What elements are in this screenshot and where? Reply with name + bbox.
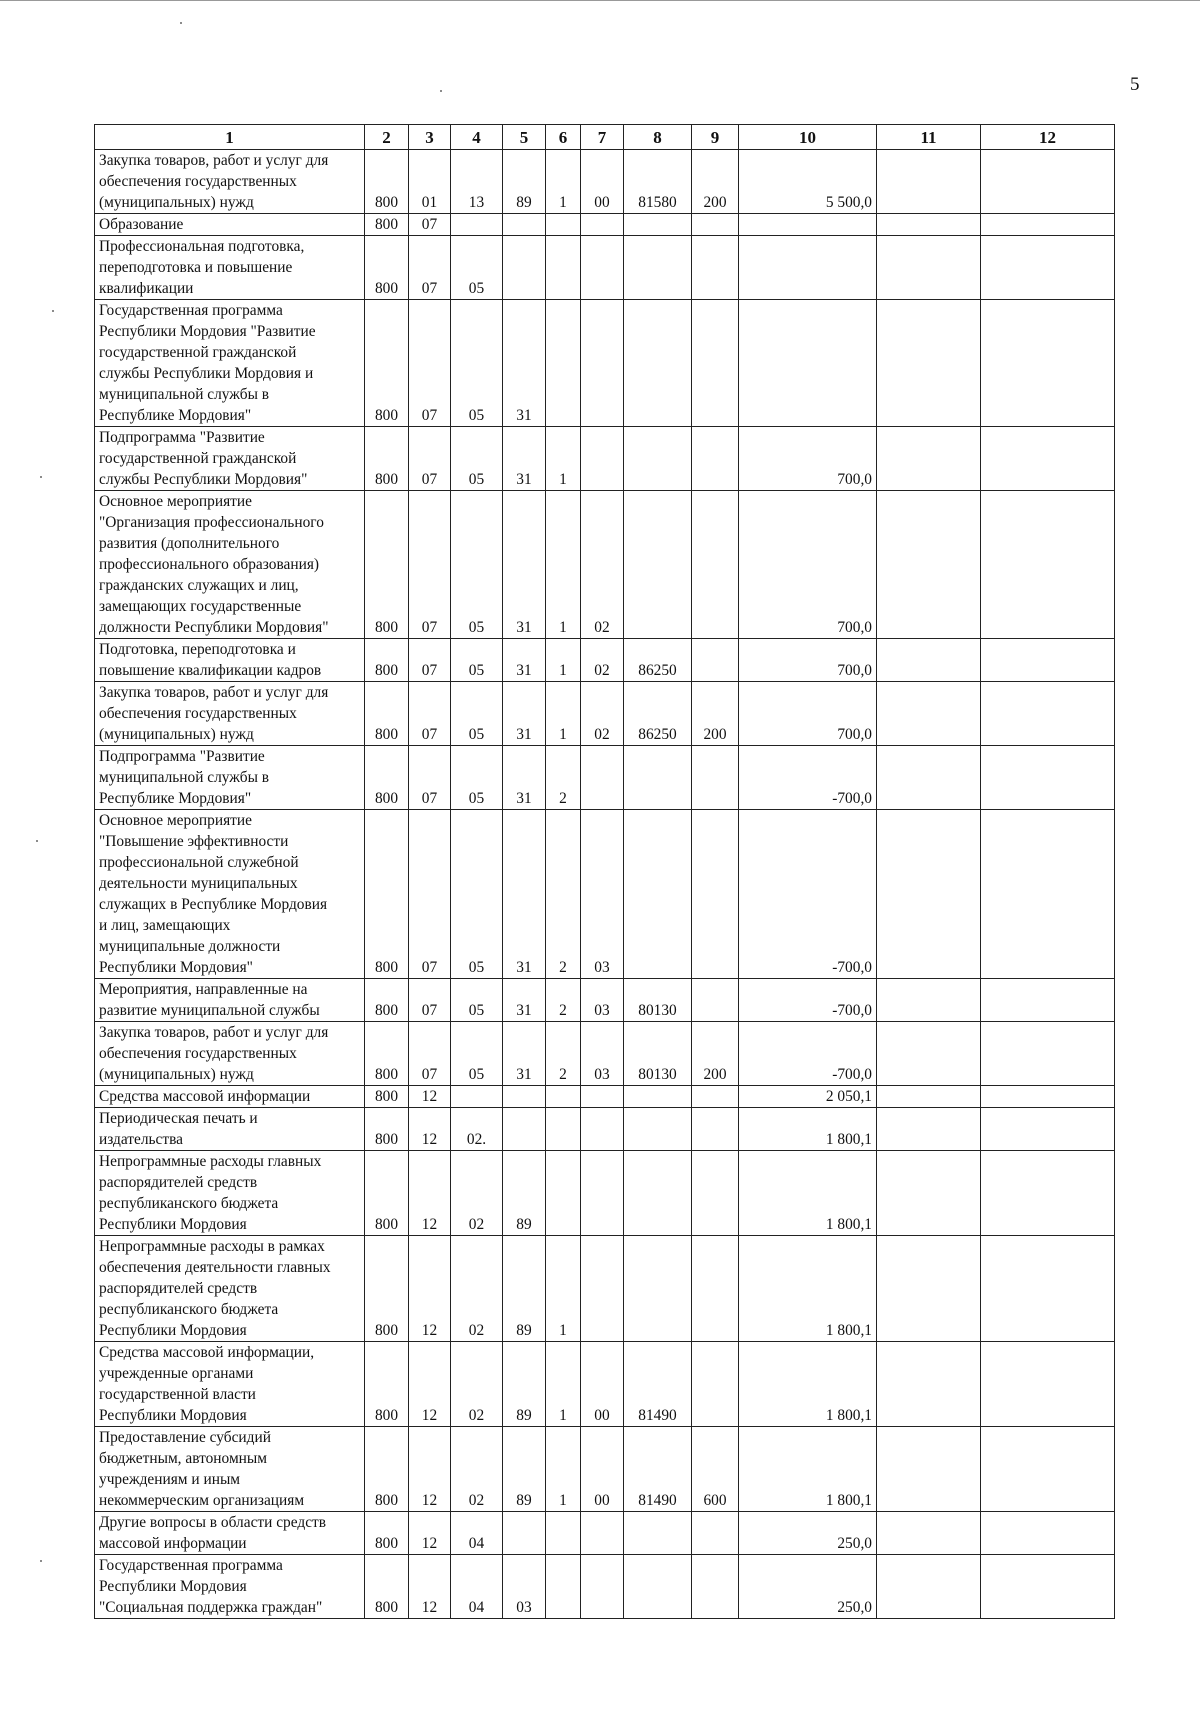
table-row: [95, 1151, 1115, 1236]
code-cell-9: [692, 1342, 739, 1427]
amount-cell: 1 800,1: [739, 1342, 877, 1427]
code-cell-7: [581, 236, 624, 300]
empty-cell-11: [877, 214, 981, 236]
code-cell-3: 12: [409, 1342, 451, 1427]
table-row: [95, 427, 1115, 491]
code-cell-5: [503, 236, 546, 300]
code-cell-8: [624, 236, 692, 300]
code-cell-5: [503, 214, 546, 236]
code-cell-3: 12: [409, 1108, 451, 1151]
row-name-cell: Средства массовой информации, учрежденные органами государственной власти Республики Мордовия: [95, 1342, 365, 1427]
code-cell-4: [451, 1086, 503, 1108]
code-cell-5: 89: [503, 1151, 546, 1236]
code-cell-6: 2: [546, 979, 581, 1022]
code-cell-5: [503, 1512, 546, 1555]
row-name-cell: Основное мероприятие "Организация профессионального развития (дополнительного профессионального образования) гражданских служащих и лиц, замещающих государственные должности Республики Мордовия": [95, 491, 365, 639]
code-cell-8: [624, 427, 692, 491]
code-cell-5: 31: [503, 1022, 546, 1086]
col-header-12: 12: [981, 125, 1115, 150]
amount-cell: 1 800,1: [739, 1236, 877, 1342]
amount-cell: 1 800,1: [739, 1427, 877, 1512]
code-cell-4: 05: [451, 1022, 503, 1086]
code-cell-6: [546, 1086, 581, 1108]
code-cell-5: [503, 1086, 546, 1108]
table-row: [95, 746, 1115, 810]
code-cell-3: 07: [409, 682, 451, 746]
amount-cell: 1 800,1: [739, 1108, 877, 1151]
code-cell-4: 02: [451, 1236, 503, 1342]
code-cell-3: 07: [409, 491, 451, 639]
code-cell-6: 1: [546, 491, 581, 639]
code-cell-3: 07: [409, 300, 451, 427]
code-cell-8: [624, 746, 692, 810]
empty-cell-11: [877, 810, 981, 979]
amount-cell: [739, 300, 877, 427]
code-cell-5: 31: [503, 639, 546, 682]
code-cell-3: 12: [409, 1427, 451, 1512]
code-cell-5: 89: [503, 1427, 546, 1512]
code-cell-7: [581, 1108, 624, 1151]
code-cell-7: 03: [581, 1022, 624, 1086]
row-name-cell: Закупка товаров, работ и услуг для обеспечения государственных (муниципальных) нужд: [95, 150, 365, 214]
code-cell-4: 02: [451, 1342, 503, 1427]
code-cell-6: [546, 1555, 581, 1619]
col-header-5: 5: [503, 125, 546, 150]
empty-cell-12: [981, 1555, 1115, 1619]
empty-cell-11: [877, 1108, 981, 1151]
col-header-1: 1: [95, 125, 365, 150]
row-name-cell: Мероприятия, направленные на развитие муниципальной службы: [95, 979, 365, 1022]
code-cell-6: [546, 236, 581, 300]
table-row: [95, 1342, 1115, 1427]
empty-cell-11: [877, 639, 981, 682]
table-row: [95, 150, 1115, 214]
empty-cell-11: [877, 150, 981, 214]
amount-cell: -700,0: [739, 810, 877, 979]
table-body: [95, 150, 1115, 1619]
code-cell-4: 05: [451, 300, 503, 427]
code-cell-5: 89: [503, 150, 546, 214]
col-header-7: 7: [581, 125, 624, 150]
amount-cell: 250,0: [739, 1512, 877, 1555]
code-cell-3: 12: [409, 1512, 451, 1555]
table-row: [95, 300, 1115, 427]
code-cell-6: 1: [546, 639, 581, 682]
col-header-6: 6: [546, 125, 581, 150]
code-cell-5: 31: [503, 979, 546, 1022]
code-cell-5: 31: [503, 491, 546, 639]
row-name-cell: Закупка товаров, работ и услуг для обеспечения государственных (муниципальных) нужд: [95, 682, 365, 746]
code-cell-2: 800: [365, 1022, 409, 1086]
empty-cell-12: [981, 979, 1115, 1022]
code-cell-9: [692, 1108, 739, 1151]
row-name-cell: Профессиональная подготовка, переподготовка и повышение квалификации: [95, 236, 365, 300]
scan-speck: [40, 1560, 42, 1562]
code-cell-8: [624, 491, 692, 639]
code-cell-9: [692, 810, 739, 979]
empty-cell-11: [877, 746, 981, 810]
scan-speck: [40, 476, 42, 478]
code-cell-2: 800: [365, 1236, 409, 1342]
table-row: [95, 491, 1115, 639]
code-cell-9: 600: [692, 1427, 739, 1512]
code-cell-9: [692, 1555, 739, 1619]
amount-cell: 2 050,1: [739, 1086, 877, 1108]
code-cell-6: [546, 1151, 581, 1236]
empty-cell-11: [877, 682, 981, 746]
code-cell-7: 02: [581, 682, 624, 746]
code-cell-8: [624, 1236, 692, 1342]
row-name-cell: Средства массовой информации: [95, 1086, 365, 1108]
code-cell-5: 31: [503, 682, 546, 746]
empty-cell-11: [877, 1236, 981, 1342]
row-name-cell: Подготовка, переподготовка и повышение квалификации кадров: [95, 639, 365, 682]
code-cell-2: 800: [365, 236, 409, 300]
code-cell-7: 03: [581, 810, 624, 979]
col-header-8: 8: [624, 125, 692, 150]
code-cell-9: 200: [692, 1022, 739, 1086]
empty-cell-11: [877, 1342, 981, 1427]
code-cell-3: 01: [409, 150, 451, 214]
table-row: [95, 1022, 1115, 1086]
empty-cell-12: [981, 427, 1115, 491]
code-cell-3: 07: [409, 427, 451, 491]
row-name-cell: Подпрограмма "Развитие государственной гражданской службы Республики Мордовия": [95, 427, 365, 491]
code-cell-3: 07: [409, 236, 451, 300]
empty-cell-12: [981, 1086, 1115, 1108]
code-cell-6: 1: [546, 1427, 581, 1512]
empty-cell-12: [981, 682, 1115, 746]
code-cell-6: 2: [546, 746, 581, 810]
col-header-3: 3: [409, 125, 451, 150]
code-cell-7: 03: [581, 979, 624, 1022]
code-cell-9: [692, 214, 739, 236]
row-name-cell: Закупка товаров, работ и услуг для обеспечения государственных (муниципальных) нужд: [95, 1022, 365, 1086]
code-cell-2: 800: [365, 1427, 409, 1512]
code-cell-2: 800: [365, 1342, 409, 1427]
code-cell-4: 05: [451, 491, 503, 639]
code-cell-6: 1: [546, 427, 581, 491]
empty-cell-12: [981, 1342, 1115, 1427]
empty-cell-12: [981, 810, 1115, 979]
code-cell-9: [692, 236, 739, 300]
code-cell-5: 03: [503, 1555, 546, 1619]
code-cell-3: 07: [409, 979, 451, 1022]
empty-cell-12: [981, 1151, 1115, 1236]
code-cell-2: 800: [365, 639, 409, 682]
col-header-9: 9: [692, 125, 739, 150]
row-name-cell: Основное мероприятие "Повышение эффективности профессиональной служебной деятельности муниципальных служащих в Республике Мордовия и лиц, замещающих муниципальные должности Республики Мордовия": [95, 810, 365, 979]
row-name-cell: Государственная программа Республики Мордовия "Развитие государственной гражданской службы Республики Мордовия и муниципальной службы в Республике Мордовия": [95, 300, 365, 427]
code-cell-4: 05: [451, 236, 503, 300]
empty-cell-11: [877, 1151, 981, 1236]
code-cell-4: 05: [451, 810, 503, 979]
code-cell-2: 800: [365, 214, 409, 236]
empty-cell-11: [877, 1555, 981, 1619]
table-row: [95, 1108, 1115, 1151]
code-cell-5: 89: [503, 1236, 546, 1342]
empty-cell-12: [981, 214, 1115, 236]
code-cell-4: 05: [451, 746, 503, 810]
row-name-cell: Образование: [95, 214, 365, 236]
amount-cell: 5 500,0: [739, 150, 877, 214]
code-cell-8: [624, 1555, 692, 1619]
amount-cell: -700,0: [739, 1022, 877, 1086]
empty-cell-11: [877, 1086, 981, 1108]
col-header-2: 2: [365, 125, 409, 150]
code-cell-7: 00: [581, 150, 624, 214]
code-cell-7: [581, 214, 624, 236]
amount-cell: [739, 214, 877, 236]
code-cell-6: [546, 1512, 581, 1555]
code-cell-9: [692, 639, 739, 682]
code-cell-7: 00: [581, 1427, 624, 1512]
code-cell-2: 800: [365, 300, 409, 427]
empty-cell-12: [981, 300, 1115, 427]
table-row: [95, 639, 1115, 682]
empty-cell-11: [877, 491, 981, 639]
code-cell-2: 800: [365, 682, 409, 746]
code-cell-7: [581, 300, 624, 427]
table-row: [95, 1236, 1115, 1342]
table-row: [95, 236, 1115, 300]
amount-cell: 700,0: [739, 682, 877, 746]
code-cell-6: 2: [546, 1022, 581, 1086]
code-cell-8: 86250: [624, 639, 692, 682]
empty-cell-11: [877, 236, 981, 300]
code-cell-9: [692, 746, 739, 810]
code-cell-4: 02.: [451, 1108, 503, 1151]
code-cell-9: 200: [692, 682, 739, 746]
code-cell-3: 07: [409, 1022, 451, 1086]
code-cell-6: 1: [546, 682, 581, 746]
table-row: [95, 979, 1115, 1022]
code-cell-8: [624, 214, 692, 236]
code-cell-7: [581, 1555, 624, 1619]
code-cell-8: [624, 1151, 692, 1236]
empty-cell-11: [877, 979, 981, 1022]
row-name-cell: Непрограммные расходы в рамках обеспечения деятельности главных распорядителей средств республиканского бюджета Республики Мордовия: [95, 1236, 365, 1342]
code-cell-3: 07: [409, 810, 451, 979]
code-cell-7: [581, 1236, 624, 1342]
code-cell-7: [581, 427, 624, 491]
amount-cell: -700,0: [739, 746, 877, 810]
code-cell-3: 07: [409, 214, 451, 236]
code-cell-2: 800: [365, 810, 409, 979]
table-row: [95, 1086, 1115, 1108]
code-cell-2: 800: [365, 979, 409, 1022]
code-cell-5: 31: [503, 810, 546, 979]
budget-table: [94, 124, 1115, 1619]
amount-cell: 700,0: [739, 639, 877, 682]
code-cell-9: [692, 491, 739, 639]
code-cell-3: 12: [409, 1555, 451, 1619]
table-row: [95, 810, 1115, 979]
code-cell-8: [624, 1086, 692, 1108]
amount-cell: 250,0: [739, 1555, 877, 1619]
code-cell-4: 05: [451, 639, 503, 682]
code-cell-9: [692, 1086, 739, 1108]
empty-cell-12: [981, 1236, 1115, 1342]
empty-cell-12: [981, 1108, 1115, 1151]
code-cell-4: 04: [451, 1555, 503, 1619]
code-cell-2: 800: [365, 1108, 409, 1151]
code-cell-6: [546, 300, 581, 427]
col-header-10: 10: [739, 125, 877, 150]
row-name-cell: Предоставление субсидий бюджетным, автономным учреждениям и иным некоммерческим организациям: [95, 1427, 365, 1512]
code-cell-4: [451, 214, 503, 236]
code-cell-2: 800: [365, 427, 409, 491]
row-name-cell: Другие вопросы в области средств массовой информации: [95, 1512, 365, 1555]
table-row: [95, 682, 1115, 746]
code-cell-8: 81490: [624, 1427, 692, 1512]
empty-cell-12: [981, 639, 1115, 682]
code-cell-8: [624, 1108, 692, 1151]
amount-cell: -700,0: [739, 979, 877, 1022]
col-header-11: 11: [877, 125, 981, 150]
code-cell-7: 02: [581, 491, 624, 639]
code-cell-7: 00: [581, 1342, 624, 1427]
empty-cell-12: [981, 1022, 1115, 1086]
code-cell-6: [546, 1108, 581, 1151]
code-cell-6: 1: [546, 1236, 581, 1342]
code-cell-4: 13: [451, 150, 503, 214]
row-name-cell: Непрограммные расходы главных распорядителей средств республиканского бюджета Республики Мордовия: [95, 1151, 365, 1236]
code-cell-5: [503, 1108, 546, 1151]
code-cell-4: 05: [451, 979, 503, 1022]
code-cell-5: 31: [503, 746, 546, 810]
code-cell-9: 200: [692, 150, 739, 214]
code-cell-9: [692, 1236, 739, 1342]
empty-cell-11: [877, 1512, 981, 1555]
code-cell-6: 1: [546, 1342, 581, 1427]
amount-cell: 700,0: [739, 491, 877, 639]
code-cell-9: [692, 427, 739, 491]
code-cell-8: 80130: [624, 979, 692, 1022]
code-cell-8: [624, 300, 692, 427]
code-cell-3: 07: [409, 746, 451, 810]
row-name-cell: Подпрограмма "Развитие муниципальной службы в Республике Мордовия": [95, 746, 365, 810]
code-cell-6: 1: [546, 150, 581, 214]
code-cell-3: 07: [409, 639, 451, 682]
col-header-4: 4: [451, 125, 503, 150]
empty-cell-12: [981, 150, 1115, 214]
code-cell-2: 800: [365, 491, 409, 639]
code-cell-3: 12: [409, 1086, 451, 1108]
code-cell-2: 800: [365, 1151, 409, 1236]
code-cell-3: 12: [409, 1151, 451, 1236]
code-cell-5: 31: [503, 427, 546, 491]
empty-cell-11: [877, 300, 981, 427]
code-cell-7: [581, 1151, 624, 1236]
amount-cell: [739, 236, 877, 300]
code-cell-4: 02: [451, 1151, 503, 1236]
empty-cell-12: [981, 236, 1115, 300]
empty-cell-11: [877, 1427, 981, 1512]
empty-cell-12: [981, 1427, 1115, 1512]
scan-top-edge: [0, 0, 1200, 1]
code-cell-2: 800: [365, 746, 409, 810]
code-cell-9: [692, 979, 739, 1022]
table-row: [95, 214, 1115, 236]
empty-cell-12: [981, 1512, 1115, 1555]
page-number: 5: [1130, 74, 1140, 95]
empty-cell-11: [877, 1022, 981, 1086]
code-cell-9: [692, 300, 739, 427]
code-cell-4: 05: [451, 682, 503, 746]
code-cell-2: 800: [365, 1555, 409, 1619]
header-row: [95, 125, 1115, 150]
code-cell-2: 800: [365, 1086, 409, 1108]
code-cell-8: [624, 1512, 692, 1555]
code-cell-4: 02: [451, 1427, 503, 1512]
code-cell-2: 800: [365, 1512, 409, 1555]
row-name-cell: Государственная программа Республики Мордовия "Социальная поддержка граждан": [95, 1555, 365, 1619]
code-cell-2: 800: [365, 150, 409, 214]
scan-speck: [52, 310, 54, 312]
table-row: [95, 1427, 1115, 1512]
code-cell-5: 31: [503, 300, 546, 427]
code-cell-9: [692, 1151, 739, 1236]
code-cell-8: 86250: [624, 682, 692, 746]
table-row: [95, 1512, 1115, 1555]
code-cell-8: 80130: [624, 1022, 692, 1086]
empty-cell-11: [877, 427, 981, 491]
empty-cell-12: [981, 746, 1115, 810]
code-cell-9: [692, 1512, 739, 1555]
code-cell-8: 81580: [624, 150, 692, 214]
empty-cell-12: [981, 491, 1115, 639]
code-cell-8: 81490: [624, 1342, 692, 1427]
code-cell-6: 2: [546, 810, 581, 979]
code-cell-7: [581, 1512, 624, 1555]
code-cell-5: 89: [503, 1342, 546, 1427]
code-cell-7: [581, 1086, 624, 1108]
code-cell-4: 04: [451, 1512, 503, 1555]
code-cell-7: [581, 746, 624, 810]
amount-cell: 1 800,1: [739, 1151, 877, 1236]
table-row: [95, 1555, 1115, 1619]
code-cell-3: 12: [409, 1236, 451, 1342]
row-name-cell: Периодическая печать и издательства: [95, 1108, 365, 1151]
scan-speck: [36, 840, 38, 842]
scan-speck: [440, 90, 442, 92]
code-cell-8: [624, 810, 692, 979]
amount-cell: 700,0: [739, 427, 877, 491]
scan-speck: [180, 22, 182, 24]
code-cell-7: 02: [581, 639, 624, 682]
code-cell-4: 05: [451, 427, 503, 491]
code-cell-6: [546, 214, 581, 236]
